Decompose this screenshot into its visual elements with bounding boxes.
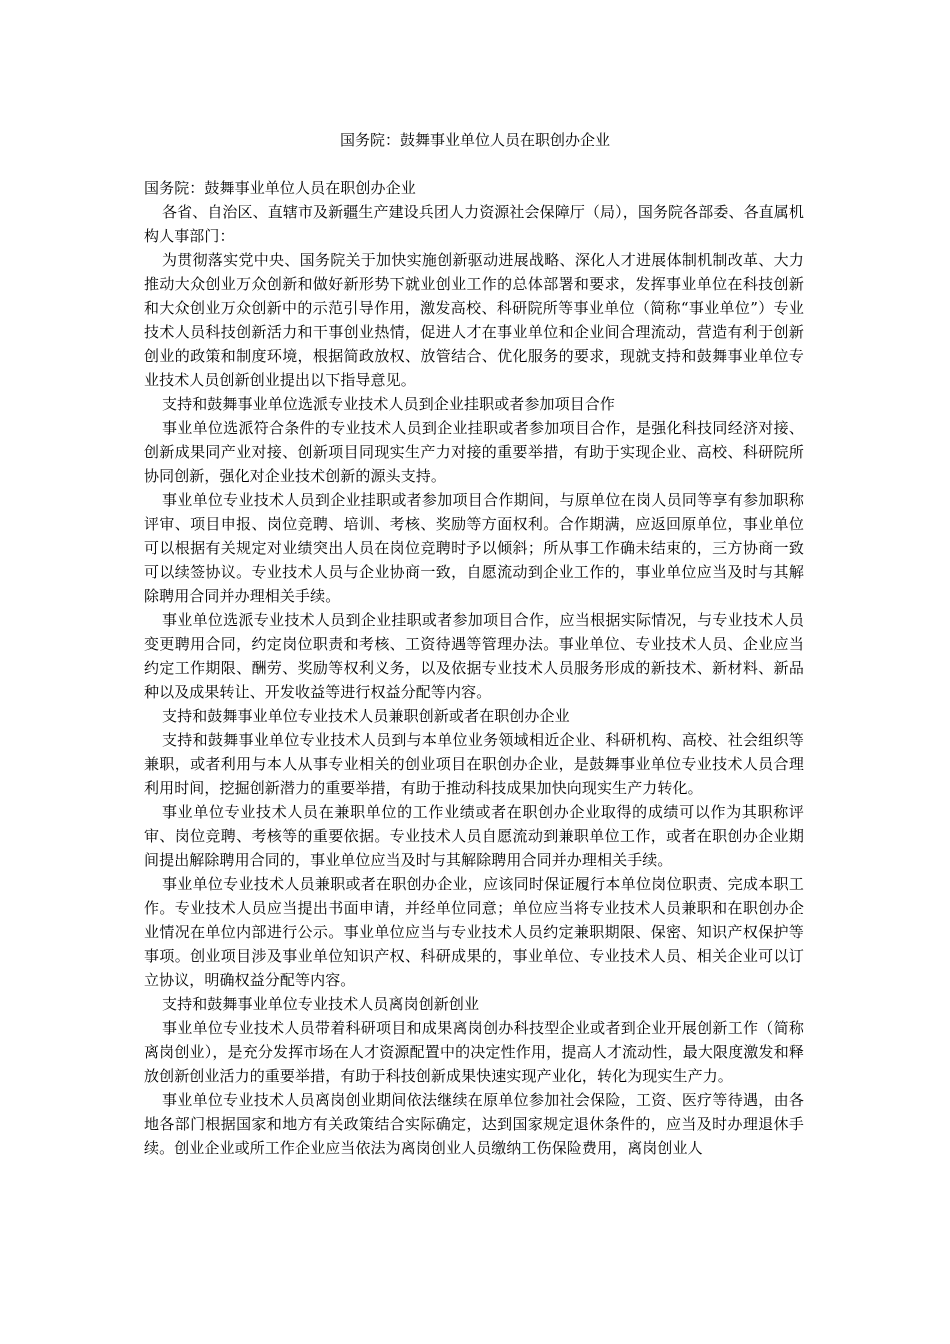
- paragraph: 支持和鼓舞事业单位专业技术人员到与本单位业务领域相近企业、科研机构、高校、社会组织等兼职，或者利用与本人从事专业相关的创业项目在职创办企业，是鼓舞事业单位专业技术人员合理利用时间，挖掘创新潜力的重要举措，有助于推动科技成果加快向现实生产力转化。: [144, 731, 804, 797]
- paragraph: 事业单位专业技术人员到企业挂职或者参加项目合作期间，与原单位在岗人员同等享有参加职称评审、项目申报、岗位竞聘、培训、考核、奖励等方面权利。合作期满，应返回原单位，事业单位可以根据有关规定对业绩突出人员在岗位竞聘时予以倾斜；所从事工作确未结束的，三方协商一致可以续签协议。专业技术人员与企业协商一致，自愿流动到企业工作的，事业单位应当及时与其解除聘用合同并办理相关手续。: [144, 491, 804, 605]
- paragraph: 事业单位选派符合条件的专业技术人员到企业挂职或者参加项目合作，是强化科技同经济对接、创新成果同产业对接、创新项目同现实生产力对接的重要举措，有助于实现企业、高校、科研院所协同创新，强化对企业技术创新的源头支持。: [144, 419, 804, 485]
- document-body: [144, 176, 804, 1160]
- section-heading-secondment: 支持和鼓舞事业单位选派专业技术人员到企业挂职或者参加项目合作: [162, 395, 616, 413]
- paragraph: 事业单位专业技术人员在兼职单位的工作业绩或者在职创办企业取得的成绩可以作为其职称评审、岗位竞聘、考核等的重要依据。专业技术人员自愿流动到兼职单位工作，或者在职创办企业期间提出解除聘用合同的，事业单位应当及时与其解除聘用合同并办理相关手续。: [144, 803, 804, 869]
- section-heading-leave: 支持和鼓舞事业单位专业技术人员离岗创新创业: [162, 995, 480, 1013]
- paragraph-addressees: 各省、自治区、直辖市及新疆生产建设兵团人力资源社会保障厅（局），国务院各部委、各直属机构人事部门：: [144, 203, 804, 245]
- paragraph: 事业单位专业技术人员带着科研项目和成果离岗创办科技型企业或者到企业开展创新工作（简称离岗创业），是充分发挥市场在人才资源配置中的决定性作用，提高人才流动性，最大限度激发和释放创新创业活力的重要举措，有助于科技创新成果快速实现产业化，转化为现实生产力。: [144, 1019, 804, 1085]
- paragraph: 事业单位专业技术人员离岗创业期间依法继续在原单位参加社会保险，工资、医疗等待遇，由各地各部门根据国家和地方有关政策结合实际确定，达到国家规定退休条件的，应当及时办理退休手续。创业企业或所工作企业应当依法为离岗创业人员缴纳工伤保险费用，离岗创业人: [144, 1091, 804, 1157]
- paragraph: 事业单位选派专业技术人员到企业挂职或者参加项目合作，应当根据实际情况，与专业技术人员变更聘用合同，约定岗位职责和考核、工资待遇等管理办法。事业单位、专业技术人员、企业应当约定工作期限、酬劳、奖励等权利义务，以及依据专业技术人员服务形成的新技术、新材料、新品种以及成果转让、开发收益等进行权益分配等内容。: [144, 611, 804, 701]
- paragraph: 事业单位专业技术人员兼职或者在职创办企业，应该同时保证履行本单位岗位职责、完成本职工作。专业技术人员应当提出书面申请，并经单位同意；单位应当将专业技术人员兼职和在职创办企业情况在单位内部进行公示。事业单位应当与专业技术人员约定兼职期限、保密、知识产权保护等事项。创业项目涉及事业单位知识产权、科研成果的，事业单位、专业技术人员、相关企业可以订立协议，明确权益分配等内容。: [144, 875, 804, 989]
- section-heading-parttime: 支持和鼓舞事业单位专业技术人员兼职创新或者在职创办企业: [162, 707, 570, 725]
- paragraph-intro: 为贯彻落实党中央、国务院关于加快实施创新驱动进展战略、深化人才进展体制机制改革、大力推动大众创业万众创新和做好新形势下就业创业工作的总体部署和要求，发挥事业单位在科技创新和大众创业万众创新中的示范引导作用，激发高校、科研院所等事业单位（简称“事业单位”）专业技术人员科技创新活力和干事创业热情，促进人才在事业单位和企业间合理流动，营造有利于创新创业的政策和制度环境，根据简政放权、放管结合、优化服务的要求，现就支持和鼓舞事业单位专业技术人员创新创业提出以下指导意见。: [144, 251, 804, 389]
- document-title: 国务院：鼓舞事业单位人员在职创办企业: [339, 131, 610, 149]
- paragraph-heading: 国务院：鼓舞事业单位人员在职创办企业: [144, 179, 416, 197]
